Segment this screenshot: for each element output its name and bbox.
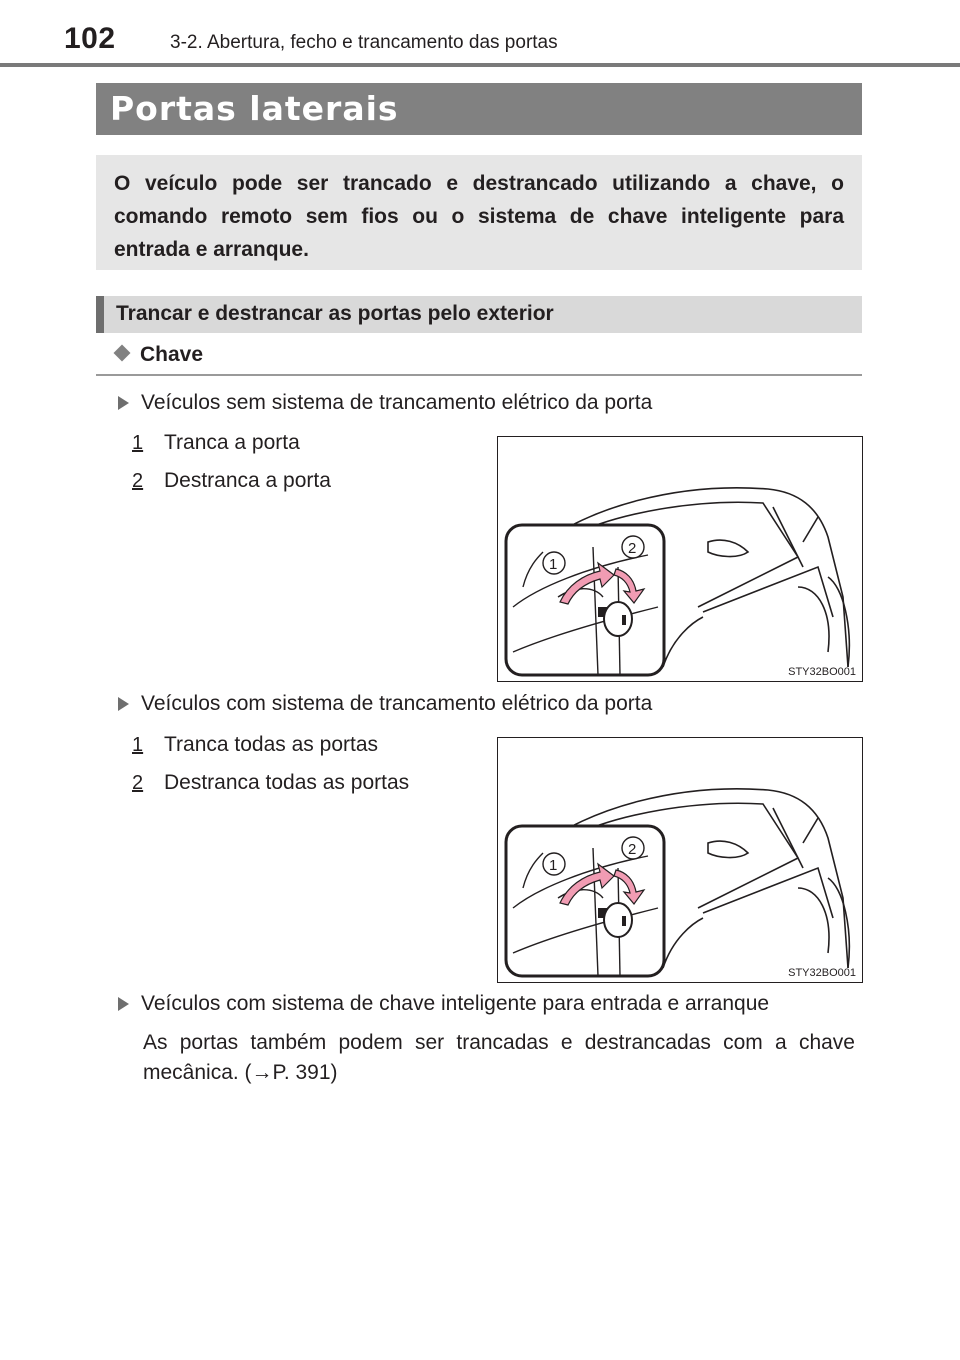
intro-text: O veículo pode ser trancado e destrancado utilizando a chave, o comando remoto sem fios ou o sistema de chave inteligente para entrada e arranque.	[114, 172, 844, 261]
car-door-illustration	[498, 738, 862, 982]
step-2	[132, 469, 331, 493]
section-reference: 3-2. Abertura, fecho e trancamento das portas	[170, 32, 558, 53]
callout-1: 1	[549, 857, 558, 874]
page-number: 102	[64, 22, 116, 55]
triangle-bullet-icon	[118, 997, 129, 1011]
bullet-item-2	[118, 692, 652, 716]
title-bar	[96, 83, 862, 135]
step-2	[132, 771, 409, 795]
step-1	[132, 733, 378, 757]
callout-2: 2	[628, 841, 637, 858]
step-number: 1	[132, 734, 144, 756]
subsection-title: Trancar e destrancar as portas pelo exterior	[116, 302, 554, 325]
car-door-illustration	[498, 437, 862, 681]
step-text: Destranca a porta	[164, 469, 331, 492]
subsection-heading	[96, 296, 862, 333]
illustration-code: STY32BO001	[788, 967, 856, 979]
bullet-text: Veículos com sistema de chave inteligente para entrada e arranque	[141, 992, 770, 1015]
body-paragraph: As portas também podem ser trancadas e destrancadas com a chave mecânica. (→P. 391)	[143, 1031, 855, 1084]
page-title: Portas laterais	[110, 89, 399, 128]
step-text: Tranca a porta	[164, 431, 300, 454]
step-number: 1	[132, 432, 144, 454]
subsection-accent	[96, 296, 104, 333]
step-text: Destranca todas as portas	[164, 771, 410, 794]
bullet-text: Veículos com sistema de trancamento elétrico da porta	[141, 692, 653, 715]
bullet-item-1	[118, 391, 652, 415]
illustration-door-key-1	[497, 436, 863, 682]
key-heading	[116, 343, 203, 367]
step-number: 2	[132, 470, 144, 492]
illustration-code: STY32BO001	[788, 666, 856, 678]
diamond-icon	[114, 345, 131, 362]
callout-1: 1	[549, 556, 558, 573]
callout-2: 2	[628, 540, 637, 557]
key-heading-rule	[96, 374, 862, 376]
illustration-door-key-2	[497, 737, 863, 983]
bullet-text: Veículos sem sistema de trancamento elétrico da porta	[141, 391, 653, 414]
intro-box	[96, 155, 862, 270]
bullet-item-3	[118, 992, 769, 1016]
page-header	[0, 0, 960, 66]
step-1	[132, 431, 300, 455]
triangle-bullet-icon	[118, 697, 129, 711]
header-rule	[0, 63, 960, 67]
key-heading-label: Chave	[140, 343, 204, 366]
step-number: 2	[132, 772, 144, 794]
triangle-bullet-icon	[118, 396, 129, 410]
step-text: Tranca todas as portas	[164, 733, 378, 756]
